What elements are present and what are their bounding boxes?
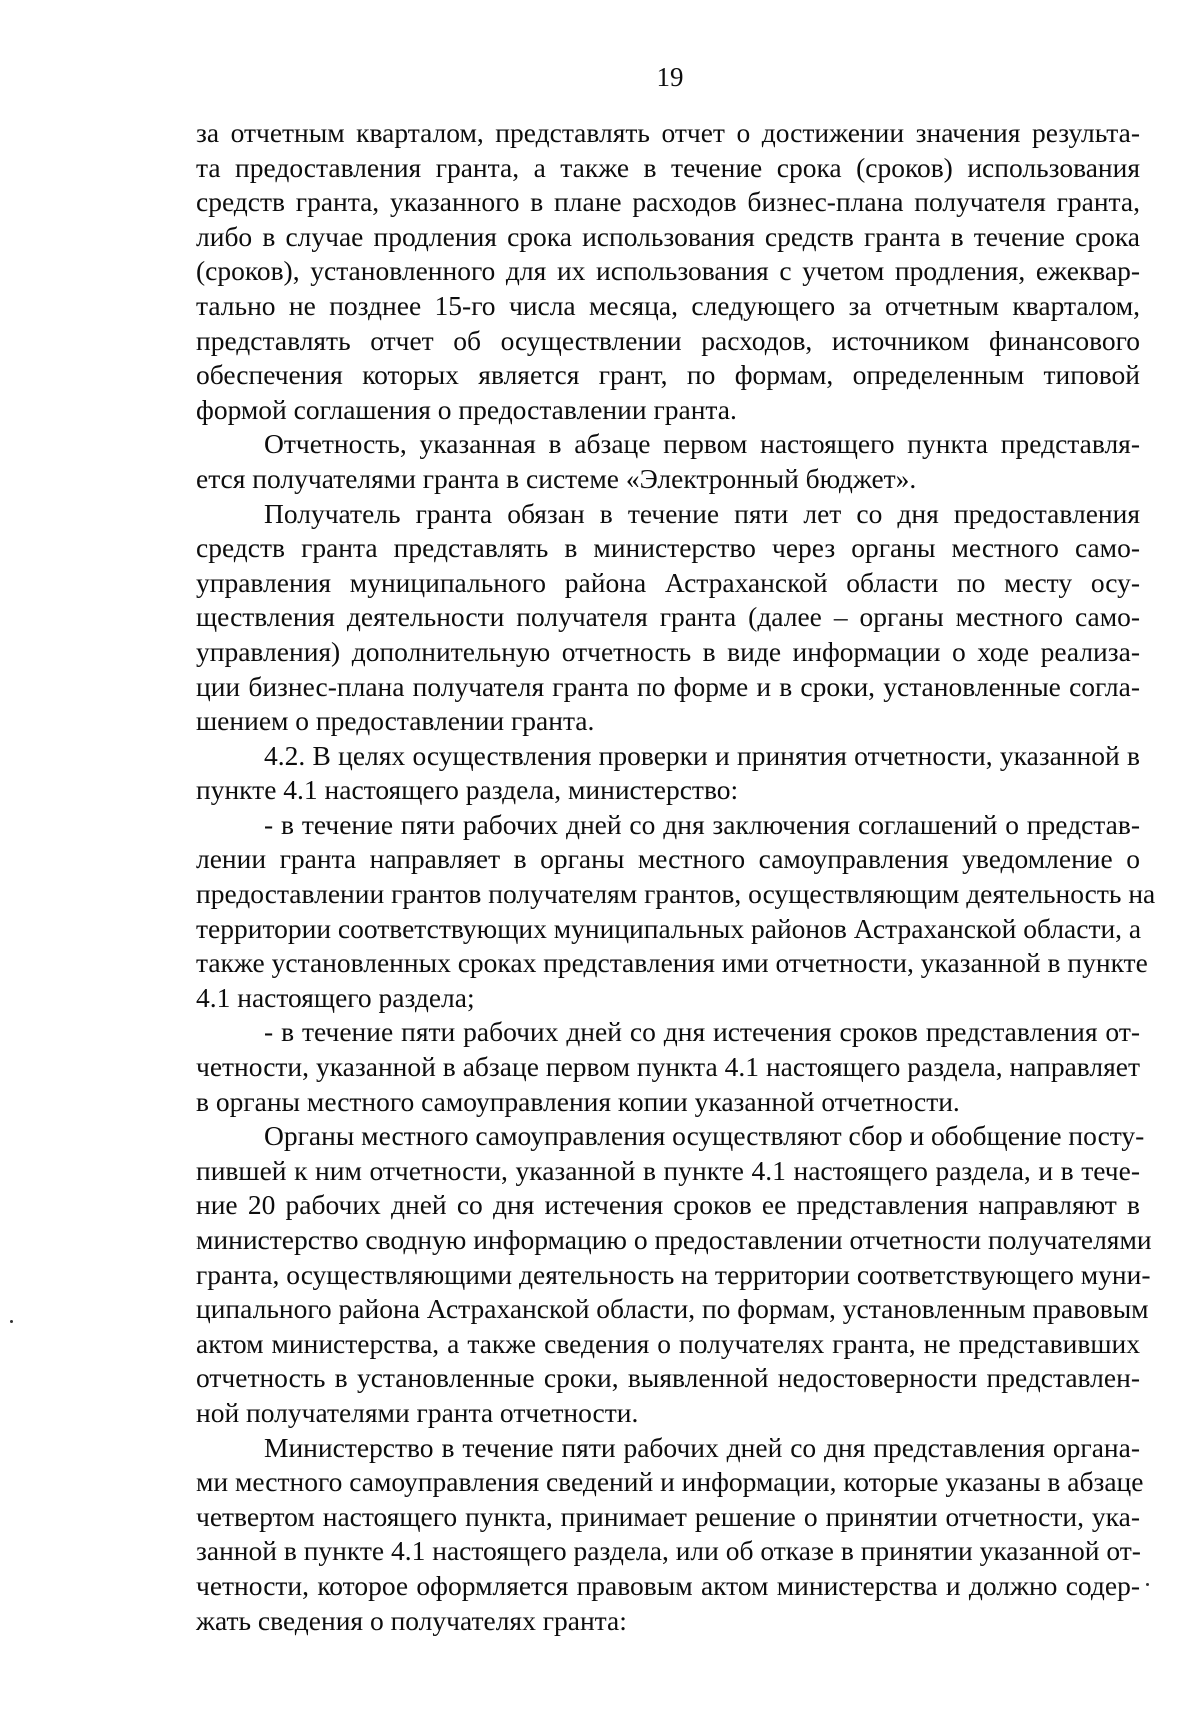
text-line: - в течение пяти рабочих дней со дня истечения сроков представления от- <box>264 1016 1140 1048</box>
text-line: Получатель гранта обязан в течение пяти лет со дня предоставления <box>264 497 1140 529</box>
text-line: территории соответствующих муниципальных районов Астраханской области, а <box>196 912 1142 944</box>
text-line: ется получателями гранта в системе «Электронный бюджет». <box>196 462 917 494</box>
text-line: Органы местного самоуправления осуществляют сбор и обобщение посту- <box>264 1120 1145 1152</box>
text-line: ми местного самоуправления сведений и информации, которые указаны в абзаце <box>196 1466 1144 1498</box>
paragraph-section-4-2 <box>196 739 1140 808</box>
text-line: ципального района Астраханской области, по формам, установленным правовым <box>196 1293 1149 1325</box>
text-line: Министерство в течение пяти рабочих дней со дня представления органа- <box>264 1431 1140 1463</box>
paragraph-additional-reporting <box>196 497 1140 739</box>
text-line: средств гранта представлять в министерство через органы местного само- <box>196 532 1140 564</box>
text-line: (сроков), установленного для их использования с учетом продления, ежеквар- <box>196 255 1140 287</box>
text-line: предоставлении грантов получателям грантов, осуществляющим деятельность на <box>196 878 1156 910</box>
text-line: представлять отчет об осуществлении расходов, источником финансового <box>196 324 1140 356</box>
text-line: также установленных сроках представления ими отчетности, указанной в пункте <box>196 947 1148 979</box>
text-line: пившей к ним отчетности, указанной в пункте 4.1 настоящего раздела, и в тече- <box>196 1154 1140 1186</box>
text-line: шением о предоставлении гранта. <box>196 705 595 737</box>
text-line: обеспечения которых является грант, по формам, определенным типовой <box>196 359 1140 391</box>
text-line: формой соглашения о предоставлении гранта. <box>196 393 737 425</box>
document-body <box>196 116 1156 1638</box>
text-line: средств гранта, указанного в плане расходов бизнес-плана получателя гранта, <box>196 186 1140 218</box>
paragraph-ministry-decision <box>196 1431 1144 1639</box>
text-line: актом министерства, а также сведения о получателях гранта, не представивших <box>196 1327 1140 1359</box>
paragraph-local-government <box>196 1119 1152 1430</box>
paragraph-reporting-obligations <box>196 116 1140 427</box>
text-line: либо в случае продления срока использования средств гранта в течение срока <box>196 220 1140 252</box>
text-line: 4.2. В целях осуществления проверки и принятия отчетности, указанной в <box>264 739 1140 771</box>
text-line: четности, которое оформляется правовым актом министерства и должно содер- <box>196 1569 1140 1601</box>
text-line: занной в пункте 4.1 настоящего раздела, или об отказе в принятии указанной от- <box>196 1535 1141 1567</box>
text-line: четвертом настоящего пункта, принимает решение о принятии отчетности, ука- <box>196 1500 1140 1532</box>
text-line: та предоставления гранта, а также в течение срока (сроков) использования <box>196 151 1140 183</box>
text-line: в органы местного самоуправления копии указанной отчетности. <box>196 1085 960 1117</box>
text-line: ществления деятельности получателя гранта (далее – органы местного само- <box>196 601 1140 633</box>
text-line: четности, указанной в абзаце первом пункта 4.1 настоящего раздела, направляет <box>196 1051 1140 1083</box>
scan-speck <box>1146 1583 1149 1586</box>
text-line: ние 20 рабочих дней со дня истечения сроков ее представления направляют в <box>196 1189 1140 1221</box>
list-item-copies <box>196 1015 1140 1119</box>
text-line: пункте 4.1 настоящего раздела, министерство: <box>196 774 739 806</box>
text-line: лении гранта направляет в органы местного самоуправления уведомление о <box>196 843 1140 875</box>
text-line: Отчетность, указанная в абзаце первом настоящего пункта представля- <box>264 428 1140 460</box>
paragraph-electronic-budget <box>196 427 1140 496</box>
page-number: 19 <box>656 62 684 92</box>
text-line: ции бизнес-плана получателя гранта по форме и в сроки, установленные согла- <box>196 670 1140 702</box>
text-line: управления муниципального района Астраханской области по месту осу- <box>196 566 1140 598</box>
text-line: управления) дополнительную отчетность в виде информации о ходе реализа- <box>196 635 1140 667</box>
text-line: отчетность в установленные сроки, выявленной недостоверности представлен- <box>196 1362 1140 1394</box>
text-line: министерство сводную информацию о предоставлении отчетности получателями <box>196 1224 1152 1255</box>
list-item-notification <box>196 808 1156 1016</box>
text-line: ной получателями гранта отчетности. <box>196 1396 639 1428</box>
scan-speck <box>10 1320 13 1323</box>
text-line: за отчетным кварталом, представлять отчет о достижении значения результа- <box>196 117 1140 148</box>
text-line: 4.1 настоящего раздела; <box>196 981 475 1013</box>
text-line: тально не позднее 15-го числа месяца, следующего за отчетным кварталом, <box>196 289 1140 321</box>
text-line: - в течение пяти рабочих дней со дня заключения соглашений о представ- <box>264 808 1140 840</box>
text-line: гранта, осуществляющими деятельность на территории соответствующего муни- <box>196 1258 1151 1290</box>
text-line: жать сведения о получателях гранта: <box>196 1604 627 1636</box>
